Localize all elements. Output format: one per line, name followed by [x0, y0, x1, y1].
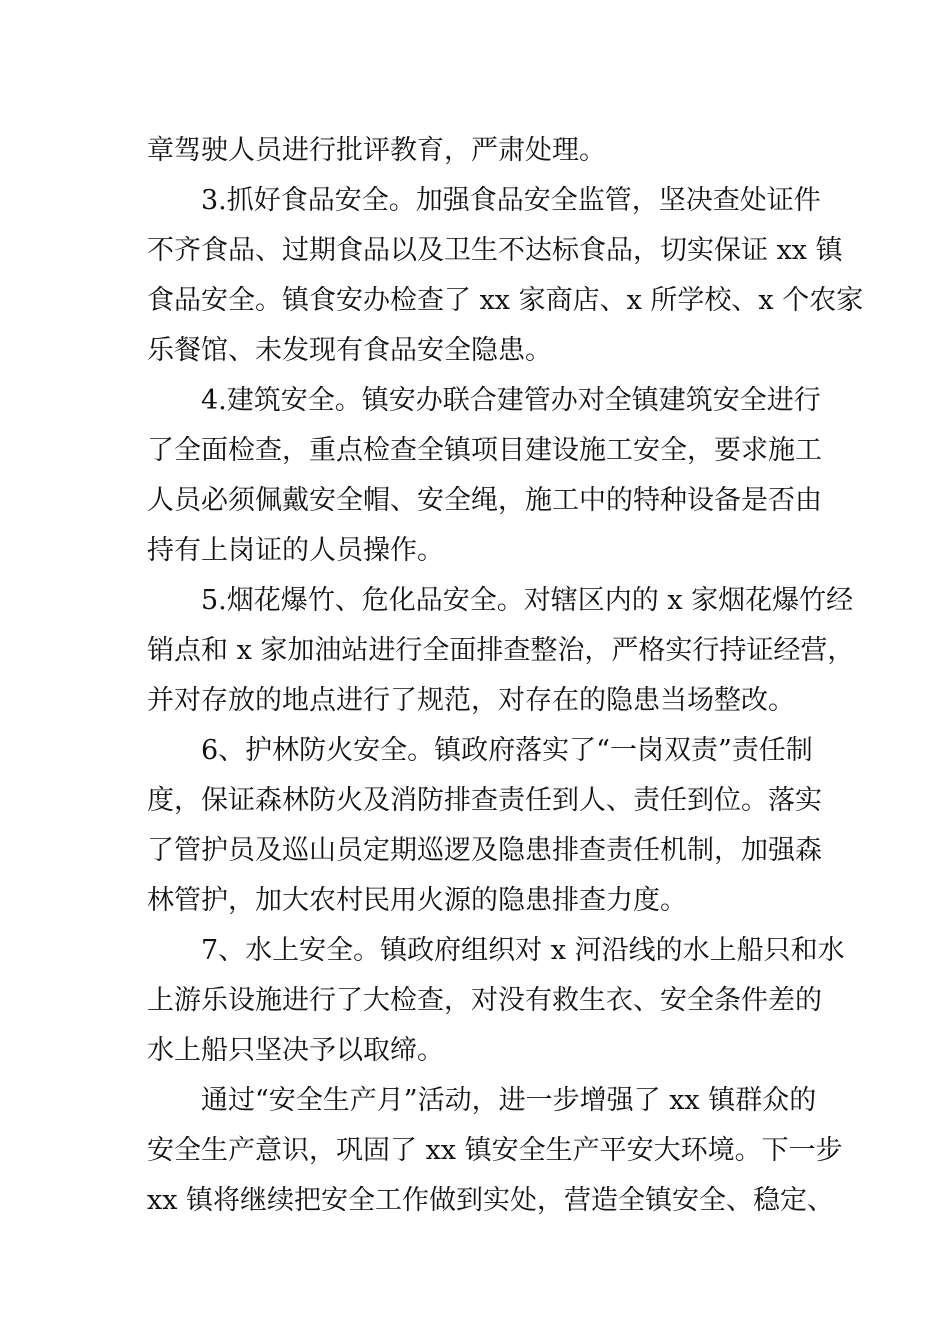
document-body	[147, 126, 864, 1226]
text-line: 通过“安全生产月”活动，进一步增强了 xx 镇群众的	[201, 1085, 817, 1116]
paragraph	[147, 726, 822, 926]
text-line: xx 镇将继续把安全工作做到实处，营造全镇安全、稳定、	[147, 1185, 835, 1216]
text-line: 5.烟花爆竹、危化品安全。对辖区内的 x 家烟花爆竹经	[201, 585, 854, 616]
text-line: 销点和 x 家加油站进行全面排查整治，严格实行持证经营，	[147, 635, 855, 666]
text-line: 食品安全。镇食安办检查了 xx 家商店、x 所学校、x 个农家	[147, 285, 864, 316]
text-line: 并对存放的地点进行了规范，对存在的隐患当场整改。	[147, 685, 795, 716]
text-line: 持有上岗证的人员操作。	[147, 535, 444, 566]
text-line: 3.抓好食品安全。加强食品安全监管，坚决查处证件	[201, 185, 821, 216]
paragraph	[147, 1076, 843, 1226]
text-line: 乐餐馆、未发现有食品安全隐患。	[147, 335, 552, 366]
text-line: 4.建筑安全。镇安办联合建管办对全镇建筑安全进行	[201, 385, 821, 416]
text-line: 不齐食品、过期食品以及卫生不达标食品，切实保证 xx 镇	[147, 235, 843, 266]
text-line: 6、护林防火安全。镇政府落实了“一岗双责”责任制	[201, 735, 813, 766]
paragraph	[147, 926, 845, 1076]
paragraph	[147, 176, 864, 376]
paragraph	[147, 376, 822, 576]
text-line: 人员必须佩戴安全帽、安全绳，施工中的特种设备是否由	[147, 485, 822, 516]
text-line: 了管护员及巡山员定期巡逻及隐患排查责任机制，加强森	[147, 835, 822, 866]
text-line: 7、水上安全。镇政府组织对 x 河沿线的水上船只和水	[201, 935, 845, 966]
text-line: 了全面检查，重点检查全镇项目建设施工安全，要求施工	[147, 435, 822, 466]
text-line: 水上船只坚决予以取缔。	[147, 1035, 444, 1066]
text-line: 安全生产意识，巩固了 xx 镇安全生产平安大环境。下一步	[147, 1135, 843, 1166]
paragraph	[147, 126, 807, 176]
text-line: 林管护，加大农村民用火源的隐患排查力度。	[147, 885, 687, 916]
text-line: 度，保证森林防火及消防排查责任到人、责任到位。落实	[147, 785, 822, 816]
text-line: 章驾驶人员进行批评教育，严肃处理。	[147, 135, 606, 166]
text-line: 上游乐设施进行了大检查，对没有救生衣、安全条件差的	[147, 985, 822, 1016]
paragraph	[147, 576, 855, 726]
